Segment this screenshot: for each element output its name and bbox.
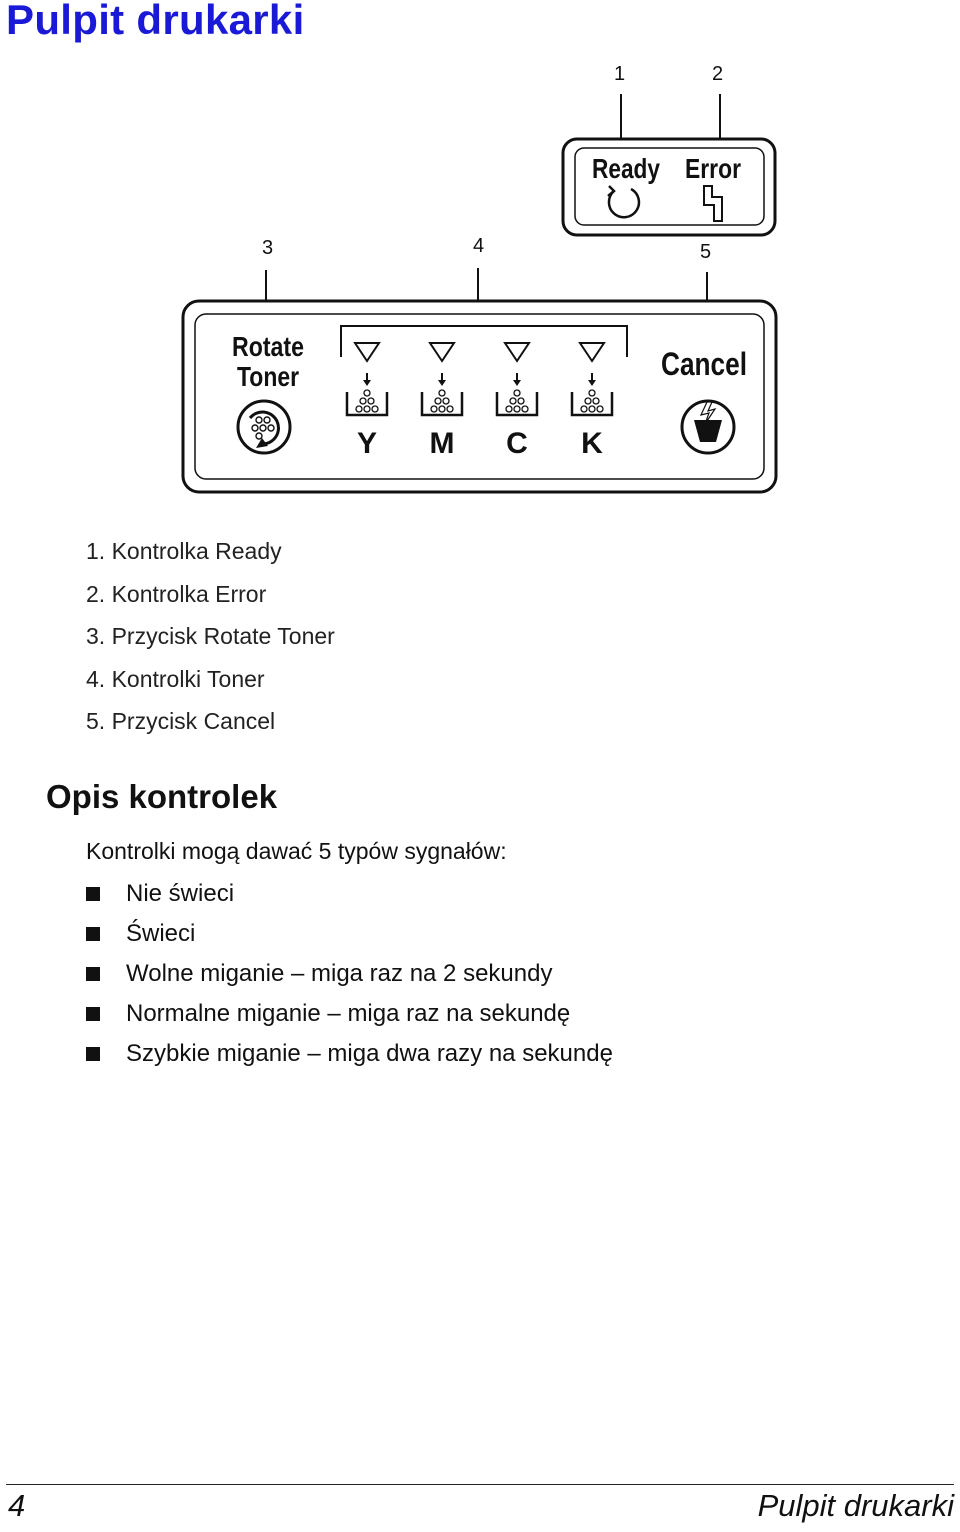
- toner-letter-y: Y: [356, 427, 378, 460]
- callout-4: 4: [473, 235, 485, 257]
- signal-text: Świeci: [126, 920, 196, 947]
- toner-letter-c: C: [506, 427, 528, 460]
- legend-item: 5. Przycisk Cancel: [86, 708, 276, 734]
- toner-letter-m: M: [429, 427, 455, 460]
- callout-legend: [86, 534, 335, 747]
- cancel-button[interactable]: [682, 401, 734, 453]
- signal-list: [86, 874, 613, 1074]
- signal-text: Wolne miganie – miga raz na 2 sekundy: [126, 960, 553, 987]
- bullet-square-icon: [86, 967, 100, 981]
- signal-item: [86, 1034, 613, 1074]
- bullet-square-icon: [86, 927, 100, 941]
- footer-divider: [6, 1484, 954, 1485]
- signal-text: Normalne miganie – miga raz na sekundę: [126, 1000, 571, 1027]
- rotate-toner-label-line1: Rotate: [232, 331, 304, 362]
- bullet-square-icon: [86, 1007, 100, 1021]
- control-panel-diagram: [0, 0, 960, 520]
- signal-text: Nie świeci: [126, 880, 235, 907]
- bullet-square-icon: [86, 887, 100, 901]
- bullet-square-icon: [86, 1047, 100, 1061]
- ready-label: Ready: [592, 153, 661, 184]
- cancel-label: Cancel: [661, 346, 747, 382]
- footer-page-number: 4: [8, 1488, 26, 1523]
- page-title: Pulpit drukarki: [6, 0, 305, 43]
- callout-3: 3: [262, 237, 274, 259]
- signal-item: [86, 954, 613, 994]
- footer-title: Pulpit drukarki: [757, 1488, 954, 1523]
- signal-item: [86, 914, 613, 954]
- legend-item: 1. Kontrolka Ready: [86, 538, 282, 564]
- rotate-toner-label-line2: Toner: [237, 361, 300, 392]
- callout-1: 1: [614, 63, 626, 85]
- signal-text: Szybkie miganie – miga dwa razy na sekundę: [126, 1040, 613, 1067]
- legend-item: 4. Kontrolki Toner: [86, 665, 265, 692]
- section-heading: Opis kontrolek: [46, 778, 278, 815]
- signal-item: [86, 874, 613, 914]
- control-panel: [183, 301, 776, 492]
- section-intro: Kontrolki mogą dawać 5 typów sygnałów:: [86, 838, 507, 864]
- callout-5: 5: [700, 241, 712, 263]
- legend-item: 2. Kontrolka Error: [86, 580, 267, 607]
- toner-letter-k: K: [581, 427, 603, 460]
- rotate-toner-button[interactable]: [238, 401, 290, 453]
- legend-item: 3. Przycisk Rotate Toner: [86, 623, 335, 649]
- signal-item: [86, 994, 613, 1034]
- callout-2: 2: [712, 63, 724, 85]
- error-label: Error: [685, 153, 742, 184]
